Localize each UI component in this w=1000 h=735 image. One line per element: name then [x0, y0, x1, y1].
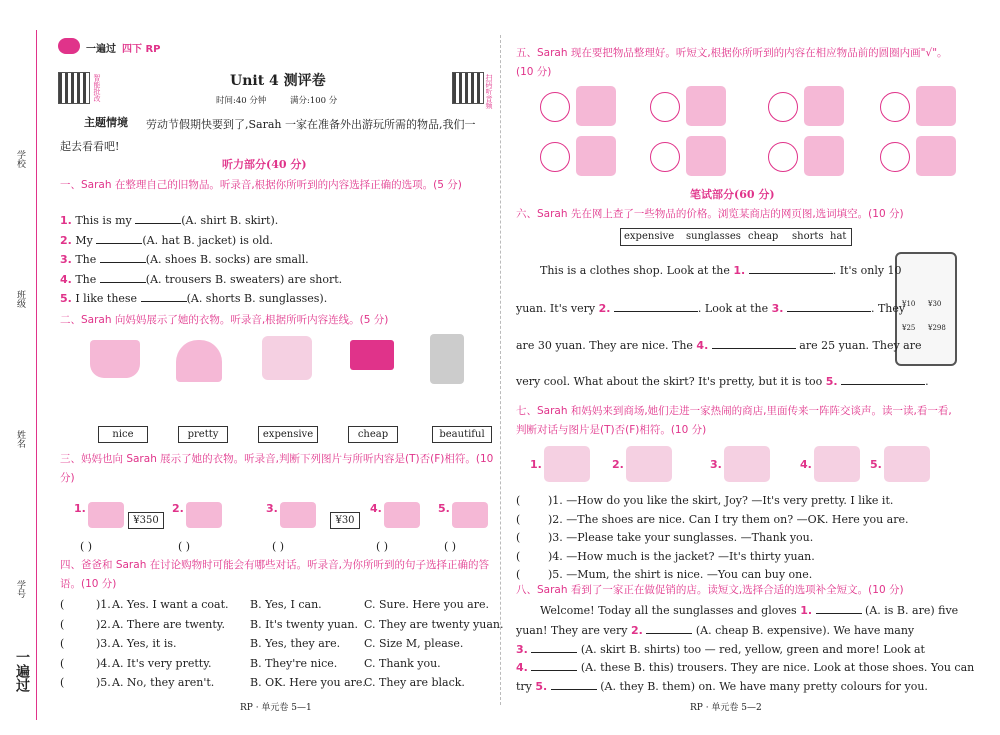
dialogue-line: )3. —Please take your sunglasses. —Thank you. [548, 531, 814, 544]
sec1-item [60, 273, 342, 286]
vertical-brand: 一遍过 [14, 650, 30, 692]
answer-paren[interactable]: ( ) [272, 540, 285, 553]
page-divider [500, 35, 501, 705]
check-circle[interactable] [650, 142, 680, 172]
sec3-title: 三、妈妈也向 Sarah 展示了她的衣物。听录音,判断下列图片与所听内容是(T)否(F)相符。(10 分) [60, 453, 494, 484]
picture-number: 3. [266, 502, 278, 515]
qr-code-right-icon[interactable] [452, 72, 484, 104]
row-number: )1. [96, 598, 111, 611]
number-label: 学号 [15, 580, 25, 598]
row-number: )4. [96, 656, 111, 670]
footer-left: RP · 单元卷 5—1 [240, 703, 312, 713]
sec1-item [60, 292, 327, 305]
picture-number: 4. [800, 458, 812, 471]
dialogue-line: )5. —Mum, the shirt is nice. —You can buy one. [548, 568, 813, 581]
answer-paren[interactable]: ( [516, 512, 521, 526]
price-label: ¥25 [902, 324, 916, 332]
sec6-line3a: are 30 yuan. They are nice. The [516, 339, 693, 352]
sec6-line4a: very cool. What about the skirt? It's pretty, but it is too [516, 375, 823, 388]
answer-paren[interactable]: ( [60, 598, 65, 611]
answer-paren[interactable]: ( [60, 617, 65, 631]
price-label: ¥30 [928, 300, 942, 308]
answer-blank[interactable] [141, 292, 187, 302]
clothes-picture [576, 86, 616, 126]
brand-logo-icon [58, 38, 80, 54]
school-label: 学校 [15, 150, 25, 168]
option-b: B. OK. Here you are. [250, 676, 366, 689]
option-c: C. Size M, please. [364, 637, 464, 650]
page-title: Unit 4 测评卷 [230, 73, 326, 89]
sec8-line1a: Welcome! Today all the sunglasses and gloves [540, 604, 797, 617]
sec8-line4b: (A. these B. this) trousers. They are nice. Look at those shoes. You can [580, 661, 975, 674]
answer-paren[interactable]: ( ) [178, 540, 191, 553]
qr-right-label: 扫码听音频 [485, 74, 493, 109]
option-a: A. Yes. I want a coat. [112, 598, 229, 611]
blank-6-2[interactable] [614, 302, 698, 312]
option-a: A. There are twenty. [112, 617, 226, 631]
scene-picture [884, 446, 930, 482]
dialogue-line: )4. —How much is the jacket? —It's thirty yuan. [548, 549, 815, 563]
check-circle[interactable] [880, 142, 910, 172]
match-word-expensive[interactable]: expensive [258, 426, 318, 443]
clothes-picture [186, 502, 222, 528]
shorts-picture [350, 340, 394, 370]
answer-paren[interactable]: ( [516, 549, 521, 563]
sec8-line5a: try [516, 680, 532, 693]
item-number: 2. [60, 233, 72, 247]
qr-code-left-icon[interactable] [58, 72, 90, 104]
clothes-picture [280, 502, 316, 528]
check-circle[interactable] [880, 92, 910, 122]
picture-number: 1. [74, 502, 86, 515]
price-label: ¥298 [928, 324, 946, 332]
word-sunglasses: sunglasses [686, 231, 741, 242]
option-b: B. They're nice. [250, 656, 338, 670]
item-text-b: (A. shoes B. socks) are small. [145, 253, 309, 266]
sec6-line3b: are 25 yuan. They are [799, 339, 922, 352]
jacket-picture [262, 336, 312, 380]
option-a: A. It's very pretty. [112, 656, 212, 670]
sec6-line2c: They [877, 302, 906, 315]
sec6-line2b: Look at the [704, 302, 769, 315]
clothes-picture [384, 502, 420, 528]
writing-title: 笔试部分(60 分) [690, 188, 775, 201]
item-number: 3. [60, 253, 72, 266]
scene-picture [814, 446, 860, 482]
binding-line [36, 30, 37, 720]
clothes-picture [576, 136, 616, 176]
answer-blank[interactable] [135, 214, 181, 224]
row-number: )3. [96, 637, 111, 650]
blank-6-1[interactable] [749, 264, 833, 274]
sec5-title: 五、Sarah 现在要把物品整理好。听短文,根据你所听到的内容在相应物品前的圆圈内画"√"。(10 分) [516, 47, 948, 78]
clothes-picture [686, 136, 726, 176]
picture-number: 1. [530, 458, 542, 471]
sec1-item [60, 234, 273, 247]
option-a: A. No, they aren't. [112, 676, 215, 689]
trousers-picture [430, 334, 464, 384]
item-text-b: (A. hat B. jacket) is old. [142, 233, 274, 247]
item-number: 1. [60, 214, 72, 227]
item-text-b: (A. shirt B. skirt). [181, 214, 279, 227]
qr-left-label: 智能批改 [93, 74, 101, 102]
item-text-a: This is my [75, 214, 132, 227]
blank-6-5[interactable] [841, 375, 925, 385]
sec8-line3b: (A. skirt B. shirts) too — red, yellow, green and more! Look at [580, 643, 925, 656]
skirt-picture [90, 340, 140, 378]
option-c: C. Sure. Here you are. [364, 598, 490, 611]
option-c: C. They are black. [364, 676, 465, 689]
scene-picture [626, 446, 672, 482]
item-text-b: (A. shorts B. sunglasses). [186, 292, 328, 305]
sec8-title: 八、Sarah 看到了一家正在做促销的店。读短文,选择合适的选项补全短文。(10 分) [516, 584, 904, 596]
sec1-item [60, 253, 309, 266]
option-b: B. Yes, they are. [250, 637, 341, 650]
sec6-line2a: yuan. It's very [516, 302, 596, 315]
sec8-line2b: (A. cheap B. expensive). We have many [695, 624, 915, 637]
blank-8-1[interactable] [816, 604, 862, 614]
word-expensive: expensive [624, 231, 675, 242]
picture-number: 5. [438, 502, 450, 515]
picture-number: 2. [612, 458, 624, 471]
wool-hat-picture [176, 340, 222, 382]
blank-8-3[interactable] [531, 643, 577, 653]
sec6-title: 六、Sarah 先在网上查了一些物品的价格。浏览某商店的网页图,选词填空。(10 分) [516, 208, 904, 220]
clothes-picture [88, 502, 124, 528]
option-a: A. Yes, it is. [112, 637, 177, 650]
listening-title: 听力部分(40 分) [222, 158, 307, 171]
answer-blank[interactable] [100, 273, 146, 283]
picture-number: 3. [710, 458, 722, 471]
check-circle[interactable] [768, 142, 798, 172]
intro-label: 主题情境 [84, 116, 128, 129]
class-label: 班级 [15, 290, 25, 308]
blank-6-3[interactable] [787, 302, 871, 312]
grade-tag: 四下 RP [122, 44, 161, 55]
blank-8-2[interactable] [646, 624, 692, 634]
sec8-line5b: (A. they B. them) on. We have many pretty colours for you. [600, 680, 928, 693]
clothes-picture [916, 86, 956, 126]
answer-paren[interactable]: ( [60, 656, 65, 670]
blank-8-4[interactable] [531, 661, 577, 671]
time-info: 时间:40 分钟 [216, 96, 267, 106]
word-cheap: cheap [748, 231, 779, 242]
clothes-picture [916, 136, 956, 176]
scene-picture [544, 446, 590, 482]
brand: 一遍过 [86, 44, 116, 55]
sec7-title: 七、Sarah 和妈妈来到商场,她们走进一家热闹的商店,里面传来一阵阵交谈声。读一读,看一看,判断对话与图片是(T)否(F)相符。(10 分) [516, 405, 952, 436]
price-label: ¥10 [902, 300, 916, 308]
option-b: B. It's twenty yuan. [250, 617, 359, 631]
row-number: )2. [96, 617, 111, 631]
sec2-title: 二、Sarah 向妈妈展示了她的衣物。听录音,根据所听内容连线。(5 分) [60, 314, 389, 326]
blank-8-5[interactable] [551, 680, 597, 690]
sec6-line1b: It's only 10 [839, 264, 902, 277]
price-tag: ¥350 [128, 512, 164, 529]
item-text-a: I like these [75, 292, 138, 305]
score-info: 满分:100 分 [290, 96, 338, 106]
sec6-line1a: This is a clothes shop. Look at the [540, 264, 730, 277]
dialogue-line: )1. —How do you like the skirt, Joy? —It's very pretty. I like it. [548, 494, 894, 507]
word-hat: hat [830, 231, 847, 242]
option-b: B. Yes, I can. [250, 598, 322, 611]
answer-paren[interactable]: ( [516, 531, 521, 544]
sec8-line1b: (A. is B. are) five [865, 604, 959, 617]
clothes-picture [804, 136, 844, 176]
sec1-title: 一、Sarah 在整理自己的旧物品。听录音,根据你所听到的内容选择正确的选项。(5 分) [60, 179, 462, 191]
clothes-picture [452, 502, 488, 528]
answer-blank[interactable] [100, 253, 146, 263]
clothes-picture [686, 86, 726, 126]
answer-paren[interactable]: ( ) [376, 540, 389, 553]
answer-paren[interactable]: ( ) [444, 540, 457, 553]
dialogue-line: )2. —The shoes are nice. Can I try them on? —OK. Here you are. [548, 512, 909, 526]
word-shorts: shorts [792, 231, 824, 242]
check-circle[interactable] [650, 92, 680, 122]
price-tag: ¥30 [330, 512, 360, 529]
match-word-nice[interactable]: nice [98, 426, 148, 443]
match-word-beautiful[interactable]: beautiful [432, 426, 492, 443]
answer-paren[interactable]: ( [516, 568, 521, 581]
item-number: 4. [60, 272, 72, 286]
item-text-a: My [75, 233, 93, 247]
picture-number: 4. [370, 502, 382, 515]
scene-picture [724, 446, 770, 482]
answer-blank[interactable] [96, 234, 142, 244]
check-circle[interactable] [540, 142, 570, 172]
answer-paren[interactable]: ( ) [80, 540, 93, 553]
option-c: C. They are twenty yuan. [364, 617, 504, 631]
blank-6-4[interactable] [712, 339, 796, 349]
picture-number: 5. [870, 458, 882, 471]
check-circle[interactable] [540, 92, 570, 122]
sec4-title: 四、爸爸和 Sarah 在讨论购物时可能会有哪些对话。听录音,为你所听到的句子选择正确的答语。(10 分) [60, 559, 490, 590]
item-number: 5. [60, 292, 72, 305]
sec8-line2a: yuan! They are very [516, 624, 628, 637]
intro-text: 劳动节假期快要到了,Sarah 一家在准备外出游玩所需的物品,我们一起去看看吧! [60, 118, 476, 153]
sec1-item [60, 214, 278, 227]
answer-paren[interactable]: ( [60, 637, 65, 650]
row-number: )5. [96, 676, 111, 689]
footer-right: RP · 单元卷 5—2 [690, 703, 762, 713]
item-text-b: (A. trousers B. sweaters) are short. [145, 272, 343, 286]
item-text-a: The [75, 272, 97, 286]
option-c: C. Thank you. [364, 656, 441, 670]
check-circle[interactable] [768, 92, 798, 122]
item-text-a: The [75, 253, 97, 266]
picture-number: 2. [172, 502, 184, 515]
match-word-pretty[interactable]: pretty [178, 426, 228, 443]
answer-paren[interactable]: ( [516, 494, 521, 507]
name-label: 姓名 [15, 430, 25, 448]
answer-paren[interactable]: ( [60, 676, 65, 689]
clothes-picture [804, 86, 844, 126]
match-word-cheap[interactable]: cheap [348, 426, 398, 443]
